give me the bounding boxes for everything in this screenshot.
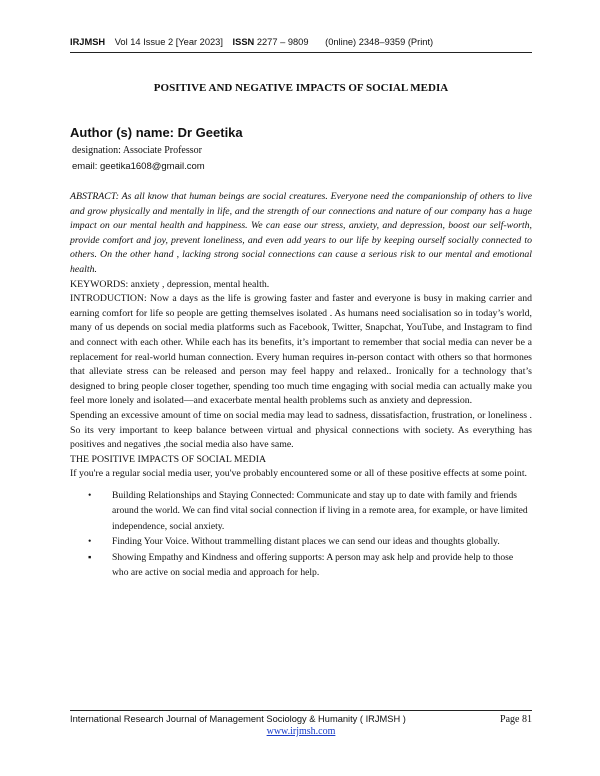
paper-title: POSITIVE AND NEGATIVE IMPACTS OF SOCIAL MEDIA — [153, 82, 449, 94]
list-item-text: Showing Empathy and Kindness and offering supports: A person may ask help and provide help to those who are active on social media and approach for help. — [112, 551, 514, 579]
positive-impacts-list — [88, 488, 532, 581]
list-item-text: Finding Your Voice. Without trammelling distant places we can send our ideas and thoughts globally. — [112, 536, 500, 548]
section-intro: If you're a regular social media user, you've probably encountered some or all of these positive effects at some point. — [70, 468, 527, 480]
journal-abbr: IRJMSH — [70, 37, 106, 47]
introduction: INTRODUCTION: Now a days as the life is growing faster and faster and everyone is busy in making carrier and earning comfort for life so people are getting themselves isolated . As humans need socialisation so in today’s world, many of us depends on social media platforms such as Facebook, Twitter, Snapchat, YouTube, and Instagram to find and connect with each other. While each has its benefits, it’s important to remember that social media can never be a replacement for real-world human connection. Every human requires in-person contact with others so that hormones that alleviate stress can be released and person may feel happy and relaxed.. Ironically for a technology that’s designed to bring people closer together, spending too much time engaging with social media can actually make you feel more lonely and isolated—and exacerbate mental health problems such as anxiety and depression. — [70, 293, 532, 407]
bullet-icon: • — [88, 489, 92, 501]
issn-print: (0nline) 2348–9359 (Print) — [325, 37, 434, 47]
bullet-icon: • — [88, 536, 92, 548]
issn-label: ISSN — [232, 37, 255, 47]
footer-journal: International Research Journal of Management Sociology & Humanity ( IRJMSH ) — [70, 714, 406, 724]
abstract: ABSTRACT: As all know that human beings are social creatures. Everyone need the companionship of others to live and grow physically and mentally in life, and the strength of our connections and nature of our company has a huge impact on our mental health and happiness. We can ease our stress, anxiety, and depression, boost our self-worth, provide comfort and joy, prevent loneliness, and even add years to our life by keeping ourself socially connected to others. On the other hand , lacking strong social connections can cause a serious risk to our mental and emotional health. — [70, 191, 532, 275]
header-rule — [70, 52, 532, 53]
list-item-text: Building Relationships and Staying Connected: Communicate and stay up to date with family and friends around the world. We can find vital social connection if living in a remote area, for example, or have limited independence, social anxiety. — [112, 489, 528, 532]
list-item — [88, 534, 532, 550]
author-name: Author (s) name: Dr Geetika — [70, 125, 243, 140]
square-bullet-icon: ▪ — [88, 551, 92, 563]
author-designation: designation: Associate Professor — [72, 145, 202, 156]
paper-body — [70, 190, 532, 581]
paragraph-balance: Spending an excessive amount of time on social media may lead to sadness, dissatisfaction, frustration, or loneliness . So its very important to keep balance between virtual and physical connections with society. As everything has positives and negatives ,the social media also have same. — [70, 409, 532, 451]
keywords: KEYWORDS: anxiety , depression, mental health. — [70, 278, 270, 290]
running-footer — [70, 714, 532, 737]
footer-rule — [70, 710, 532, 711]
list-item — [88, 488, 532, 535]
volume-info: Vol 14 Issue 2 [Year 2023] — [114, 37, 223, 47]
page-number: Page 81 — [500, 714, 532, 725]
journal-website-link[interactable]: www.irjmsh.com — [266, 726, 336, 737]
section-heading: THE POSITIVE IMPACTS OF SOCIAL MEDIA — [70, 453, 267, 465]
issn-number: 2277 – 9809 — [256, 37, 309, 47]
list-item — [88, 550, 532, 581]
running-header — [70, 37, 532, 47]
author-email: email: geetika1608@gmail.com — [72, 161, 205, 172]
